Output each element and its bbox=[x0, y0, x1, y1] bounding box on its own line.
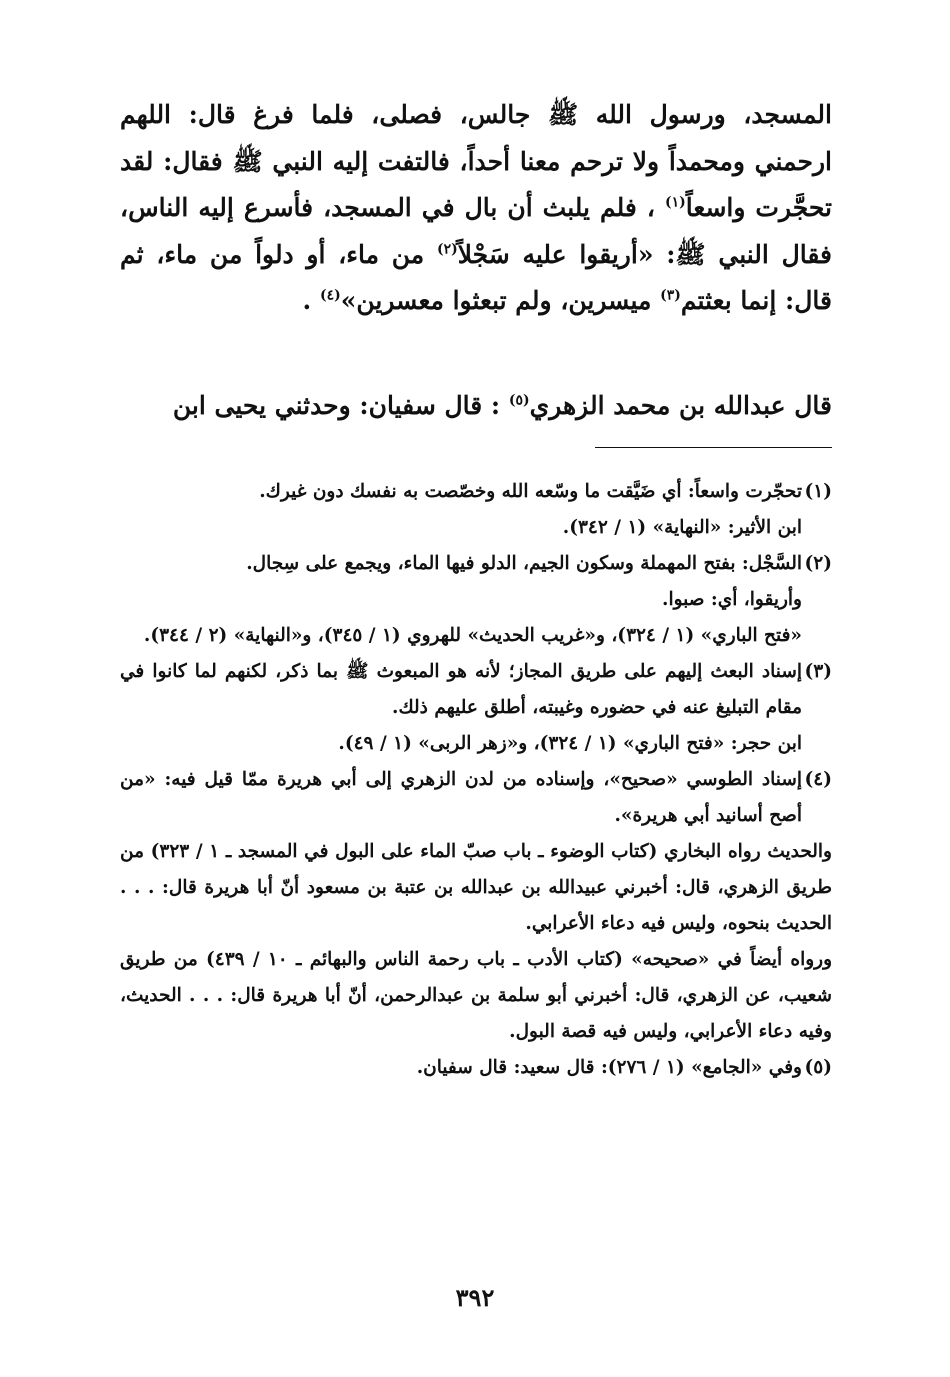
footnote-marker-5[interactable]: (٥) bbox=[508, 392, 530, 409]
main-text bbox=[120, 92, 832, 429]
footnote-line: إسناد البعث إليهم على طريق المجاز؛ لأنه هو المبعوث ﷺ بما ذكر، لكنهم لما كانوا في مقام التبليغ عنه في حضوره وغيبته، أطلق عليهم ذلك. bbox=[120, 661, 802, 718]
main-text-run: . bbox=[302, 286, 320, 315]
footnotes bbox=[120, 474, 832, 1086]
footnote-separator bbox=[595, 447, 832, 448]
main-text-run: المسجد، ورسول الله ﷺ جالس، فصلى، فلما فرغ قال: اللهم ارحمني ومحمداً ولا ترحم معنا أحداً، فالتفت إليه النبي ﷺ فقال: لقد تحجَّرت واسعاً bbox=[120, 100, 832, 222]
footnote-4-continuation: والحديث رواه البخاري (كتاب الوضوء ـ باب صبّ الماء على البول في المسجد ـ ١ / ٣٢٣) من طريق الزهري، قال: أخبرني عبيدالله بن عبدالله بن عتبة بن مسعود أنّ أبا هريرة قال: . . . الحديث بنحوه، وليس فيه دعاء الأعرابي. bbox=[120, 841, 832, 934]
footnote-2 bbox=[120, 546, 832, 654]
main-text-run: من ماء، أو دلواً من ماء، ثم قال: إنما بعثتم bbox=[120, 239, 832, 315]
main-text-run: ميسرين، ولم تبعثوا معسرين» bbox=[340, 286, 661, 315]
footnote-line: السَّجْل: بفتح المهملة وسكون الجيم، الدلو فيها الماء، ويجمع على سِجال. bbox=[246, 553, 802, 574]
footnote-marker-3[interactable]: (٣) bbox=[660, 287, 681, 304]
footnote-number: (٣) bbox=[804, 661, 832, 682]
main-paragraph-2 bbox=[120, 383, 832, 430]
footnote-number: (٢) bbox=[804, 553, 832, 574]
footnote-line: تحجّرت واسعاً: أي ضَيَّقت ما وسّعه الله وخصّصت به نفسك دون غيرك. bbox=[259, 481, 802, 502]
footnote-4-continuation: ورواه أيضاً في «صحيحه» (كتاب الأدب ـ باب رحمة الناس والبهائم ـ ١٠ / ٤٣٩) من طريق شعيب، عن الزهري، قال: أخبرني أبو سلمة بن عبدالرحمن، أنّ أبا هريرة قال: . . . الحديث، وفيه دعاء الأعرابي، وليس فيه قصة البول. bbox=[120, 949, 833, 1042]
main-text-run: : قال سفيان: وحدثني يحيى ابن bbox=[172, 390, 509, 420]
footnote-line: ابن حجر: «فتح الباري» (١ / ٣٢٤)، و«زهر الربى» (١ / ٤٩). bbox=[338, 733, 802, 754]
main-text-run: ، فلم يلبث أن بال في المسجد، فأسرع إليه الناس، فقال النبي ﷺ: «أريقوا عليه سَجْلاً bbox=[120, 193, 832, 269]
footnote-marker-2[interactable]: (٢) bbox=[436, 241, 458, 258]
main-paragraph-1 bbox=[120, 92, 832, 325]
footnote-marker-1[interactable]: (١) bbox=[664, 194, 686, 211]
footnote-3 bbox=[120, 654, 832, 762]
main-text-run: قال عبدالله بن محمد الزهري bbox=[529, 390, 832, 420]
footnote-line: ابن الأثير: «النهاية» (١ / ٣٤٢). bbox=[562, 517, 802, 538]
footnote-number: (٤) bbox=[804, 769, 832, 790]
footnote-1 bbox=[120, 474, 832, 546]
footnote-line: وأريقوا، أي: صبوا. bbox=[662, 589, 802, 610]
footnote-line: إسناد الطوسي «صحيح»، وإسناده من لدن الزهري إلى أبي هريرة ممّا قيل فيه: «من أصح أسانيد أبي هريرة». bbox=[120, 769, 802, 826]
page-number: ٣٩٢ bbox=[455, 1283, 495, 1312]
footnote-5 bbox=[120, 1050, 832, 1086]
footnote-line: وفي «الجامع» (١ / ٢٧٦): قال سعيد: قال سفيان. bbox=[416, 1057, 802, 1078]
footnote-4 bbox=[120, 762, 832, 834]
footnote-number: (٥) bbox=[804, 1057, 832, 1078]
footnote-marker-4[interactable]: (٤) bbox=[319, 287, 341, 304]
footnote-number: (١) bbox=[804, 481, 832, 502]
footnote-line: «فتح الباري» (١ / ٣٢٤)، و«غريب الحديث» للهروي (١ / ٣٤٥)، و«النهاية» (٢ / ٣٤٤). bbox=[143, 625, 802, 646]
